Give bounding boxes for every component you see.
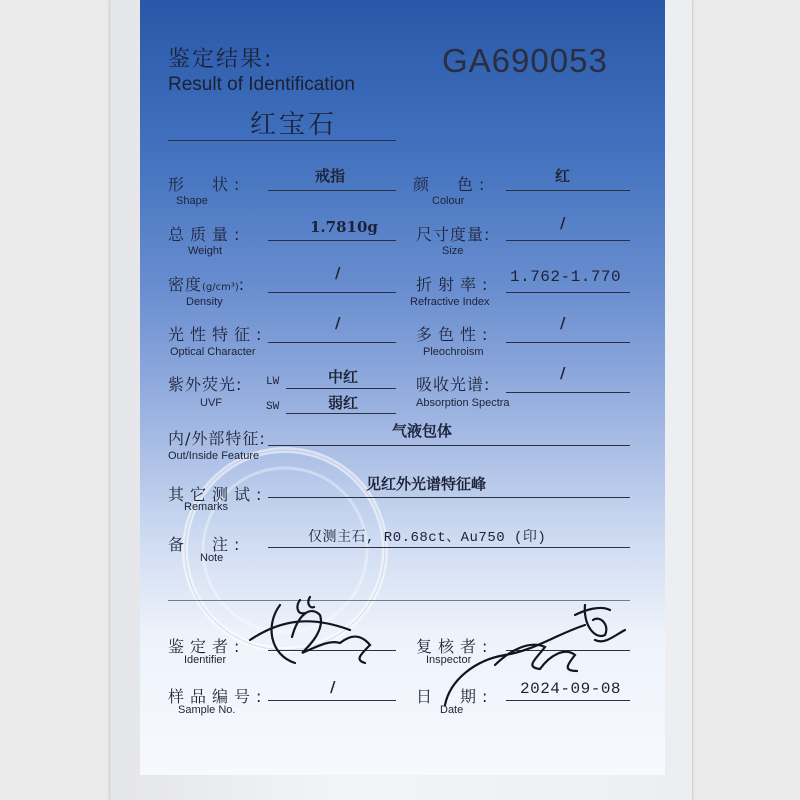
uvf-sw-value: 弱红 (328, 394, 359, 412)
density-label-en: Density (186, 296, 223, 308)
weight-label-en: Weight (188, 245, 223, 257)
note-label-en: Note (200, 552, 224, 564)
shape-underline (268, 190, 396, 191)
pleochroism-underline (506, 342, 630, 343)
size-label: 尺寸度量: (416, 225, 491, 244)
feature-label-en: Out/Inside Feature (168, 450, 260, 462)
serial-number: GA690053 (442, 42, 608, 79)
uvf-lw-value: 中红 (328, 368, 359, 386)
remarks-underline (268, 497, 630, 498)
identifier-signature (240, 585, 400, 675)
remarks-value: 见红外光谱特征峰 (366, 475, 487, 493)
absorption-label-en: Absorption Spectra (416, 397, 510, 409)
density-label-cn: 密度 (168, 275, 203, 294)
refractive-label-en: Refractive Index (410, 296, 490, 308)
sample-label: 样品编号: (168, 687, 268, 706)
shape-value: 戒指 (315, 167, 346, 185)
pleochroism-value: / (560, 314, 566, 332)
refractive-label: 折射率: (416, 275, 494, 294)
optical-label: 光性特征: (168, 325, 268, 344)
density-underline (268, 292, 396, 293)
optical-underline (268, 342, 396, 343)
feature-label: 内/外部特征: (168, 429, 266, 448)
identification-card (140, 0, 665, 775)
title-en: Result of Identification (168, 74, 355, 95)
colour-underline (506, 190, 630, 191)
date-label-en: Date (440, 704, 464, 716)
inspector-signature (435, 585, 635, 715)
optical-value: / (335, 314, 341, 332)
result-value: 红宝石 (250, 110, 338, 140)
density-label (168, 272, 245, 295)
uvf-sw-label: SW (266, 401, 280, 413)
colour-label: 颜 色: (413, 175, 491, 194)
note-label: 备 注: (168, 535, 246, 554)
feature-underline (268, 445, 630, 446)
result-underline (168, 140, 396, 141)
remarks-label: 其它测试: (168, 485, 268, 504)
weight-value: 1.7810g (310, 218, 378, 236)
uvf-label: 紫外荧光: (168, 375, 243, 394)
sample-underline (268, 700, 396, 701)
identifier-label: 鉴定者: (168, 637, 246, 656)
optical-label-en: Optical Character (170, 346, 256, 358)
inspector-label: 复核者: (416, 637, 494, 656)
uvf-lw-underline (286, 388, 396, 389)
absorption-value: / (560, 364, 566, 382)
date-value: 2024-09-08 (520, 680, 622, 698)
uvf-sw-underline (286, 413, 396, 414)
absorption-underline (506, 392, 630, 393)
pleochroism-label: 多色性: (416, 325, 494, 344)
date-label: 日 期: (416, 687, 494, 706)
size-value: / (560, 214, 566, 232)
inspector-label-en: Inspector (426, 654, 472, 666)
title-cn: 鉴定结果: (168, 47, 274, 72)
refractive-value: 1.762-1.770 (510, 268, 622, 286)
pleochroism-label-en: Pleochroism (423, 346, 484, 358)
shape-label-en: Shape (176, 195, 208, 207)
uvf-label-en: UVF (200, 397, 222, 409)
refractive-underline (506, 292, 630, 293)
size-underline (506, 240, 630, 241)
colour-label-en: Colour (432, 195, 465, 207)
density-unit: (g/cm³) (202, 282, 239, 293)
colour-value: 红 (555, 167, 571, 185)
weight-underline (268, 240, 396, 241)
shape-label: 形 状: (168, 175, 246, 194)
uvf-lw-label: LW (266, 376, 280, 388)
density-colon: : (238, 275, 246, 294)
remarks-label-en: Remarks (184, 501, 229, 513)
weight-label: 总质量: (168, 225, 246, 244)
sample-value: / (330, 678, 336, 696)
sample-label-en: Sample No. (178, 704, 236, 716)
size-label-en: Size (442, 245, 464, 257)
identifier-label-en: Identifier (184, 654, 227, 666)
density-value: / (335, 264, 341, 282)
feature-value: 气液包体 (392, 422, 453, 440)
note-value: 仅测主石, R0.68ct、Au750 (印) (308, 530, 547, 546)
absorption-label: 吸收光谱: (416, 375, 491, 394)
note-underline (268, 547, 630, 548)
